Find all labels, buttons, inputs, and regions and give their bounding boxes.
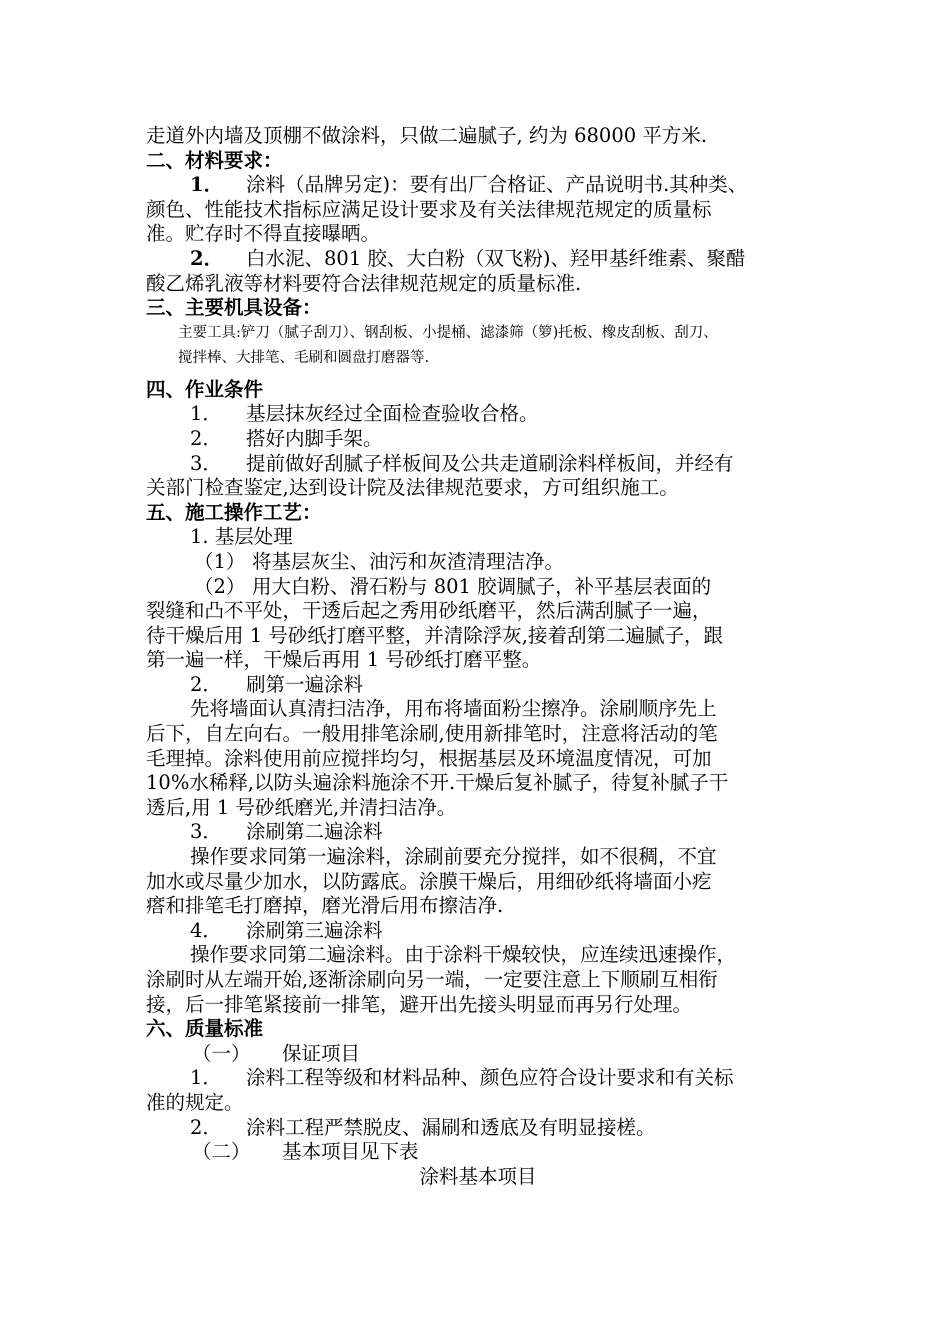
item-text: 涂料（品牌另定)：要有出厂合格证、产品说明书.其种类、 <box>246 173 748 197</box>
process-step-3 <box>146 820 810 845</box>
paragraph-line: 透后,用 1 号砂纸磨光,并清扫洁净。 <box>146 795 457 819</box>
condition-item-3 <box>146 452 810 477</box>
paragraph-line: 关部门检查鉴定,达到设计院及法律规范要求，方可组织施工。 <box>146 476 679 500</box>
paragraph-line: 后下，自左向右。一般用排笔涂刷,使用新排笔时，注意将活动的笔 <box>146 722 718 746</box>
item-text: 基本项目见下表 <box>282 1140 419 1164</box>
paragraph-line: 接，后一排笔紧接前一排笔，避开出先接头明显而再另行处理。 <box>146 992 693 1016</box>
quality-item-2 <box>146 1116 810 1141</box>
process-step-4 <box>146 919 810 944</box>
item-number: （一） <box>192 1041 251 1065</box>
section-heading-materials: 二、材料要求： <box>146 148 283 172</box>
section-heading-quality: 六、质量标准 <box>146 1017 264 1041</box>
quality-subsection-2 <box>146 1140 810 1165</box>
paragraph-line: 先将墙面认真清扫洁净，用布将墙面粉尘擦净。涂刷顺序先上 <box>190 697 717 721</box>
item-text: 保证项目 <box>282 1041 361 1065</box>
paragraph-line: 准的规定。 <box>146 1090 244 1114</box>
item-number: 1． <box>190 1066 222 1090</box>
item-number: （2） <box>194 574 246 598</box>
item-number: （二） <box>192 1140 251 1164</box>
paragraph-line: 操作要求同第一遍涂料，涂刷前要充分搅拌，如不很稠，不宜 <box>190 845 717 869</box>
item-text: 涂料工程严禁脱皮、漏刷和透底及有明显接槎。 <box>246 1115 656 1139</box>
item-text: 涂刷第三遍涂料 <box>246 918 383 942</box>
item-text: 基层抹灰经过全面检查验收合格。 <box>246 402 539 426</box>
item-text: 将基层灰尘、油污和灰渣清理洁净。 <box>252 549 565 573</box>
item-text: 用大白粉、滑石粉与 801 胶调腻子，补平基层表面的 <box>252 574 712 598</box>
paragraph-line: 10%水稀释,以防头遍涂料施涂不开.干燥后复补腻子，待复补腻子干 <box>146 771 729 795</box>
item-text: 刷第一遍涂料 <box>246 672 364 696</box>
quality-item-1 <box>146 1066 810 1091</box>
paragraph-line: 涂刷时从左端开始,逐渐涂刷向另一端，一定要注意上下顺刷互相衔 <box>146 968 718 991</box>
tools-line-1: 主要工具:铲刀（腻子刮刀）、钢刮板、小提桶、滤漆筛（箩)托板、橡皮刮板、刮刀、 <box>178 324 718 341</box>
item-number: 2． <box>190 246 224 270</box>
tools-line-2: 搅拌棒、大排笔、毛刷和圆盘打磨器等. <box>178 349 430 366</box>
paragraph-line: 颜色、性能技术指标应满足设计要求及有关法律规范规定的质量标 <box>146 197 712 221</box>
process-substep-2 <box>146 575 810 600</box>
section-heading-conditions: 四、作业条件 <box>146 377 264 401</box>
item-number: 3． <box>190 820 222 844</box>
item-number: 2． <box>190 426 222 450</box>
quality-subsection-1 <box>146 1042 810 1067</box>
item-number: 1． <box>190 173 224 197</box>
condition-item-2 <box>146 427 810 452</box>
item-text: 搭好内脚手架。 <box>246 426 383 450</box>
table-title: 涂料基本项目 <box>419 1164 537 1188</box>
document-page <box>146 124 810 1189</box>
section-heading-process: 五、施工操作工艺： <box>146 500 322 524</box>
paragraph-line: 酸乙烯乳液等材料要符合法律规范规定的质量标准. <box>146 271 582 295</box>
condition-item-1 <box>146 402 810 427</box>
item-text: 白水泥、801 胶、大白粉（双飞粉)、羟甲基纤维素、聚醋 <box>246 246 746 270</box>
process-substep-1 <box>146 550 810 575</box>
paragraph-line: 毛理掉。涂料使用前应搅拌均匀，根据基层及环境温度情况，可加 <box>146 746 712 770</box>
item-text: 涂刷第二遍涂料 <box>246 820 383 844</box>
process-step-1: 1. 基层处理 <box>190 525 293 549</box>
paragraph-line: 加水或尽量少加水，以防露底。涂膜干燥后，用细砂纸将墙面小疙 <box>146 869 712 893</box>
item-number: 2． <box>190 672 222 696</box>
item-text: 提前做好刮腻子样板间及公共走道刷涂料样板间，并经有 <box>246 451 734 475</box>
material-item-1 <box>146 173 810 198</box>
paragraph-intro: 走道外内墙及顶棚不做涂料，只做二遍腻子, 约为 68000 平方米. <box>146 124 708 147</box>
paragraph-line: 准。贮存时不得直接曝晒。 <box>146 222 381 246</box>
item-number: 4． <box>190 918 222 942</box>
material-item-2 <box>146 247 810 272</box>
item-number: 3． <box>190 451 222 475</box>
paragraph-line: 待干燥后用 1 号砂纸打磨平整，并清除浮灰,接着刮第二遍腻子，跟 <box>146 623 724 647</box>
paragraph-line: 瘩和排笔毛打磨掉，磨光滑后用布擦洁净. <box>146 894 504 918</box>
item-number: 2． <box>190 1115 222 1139</box>
paragraph-line: 裂缝和凸不平处，干透后起之秀用砂纸磨平，然后满刮腻子一遍， <box>146 599 712 623</box>
item-number: 1． <box>190 402 222 426</box>
item-number: （1） <box>194 549 246 573</box>
process-step-2 <box>146 673 810 698</box>
section-heading-equipment: 三、主要机具设备： <box>146 296 322 320</box>
item-text: 涂料工程等级和材料品种、颜色应符合设计要求和有关标 <box>246 1066 734 1090</box>
paragraph-line: 操作要求同第二遍涂料。由于涂料干燥较快，应连续迅速操作， <box>190 943 737 967</box>
paragraph-line: 第一遍一样，干燥后再用 1 号砂纸打磨平整。 <box>146 648 542 672</box>
